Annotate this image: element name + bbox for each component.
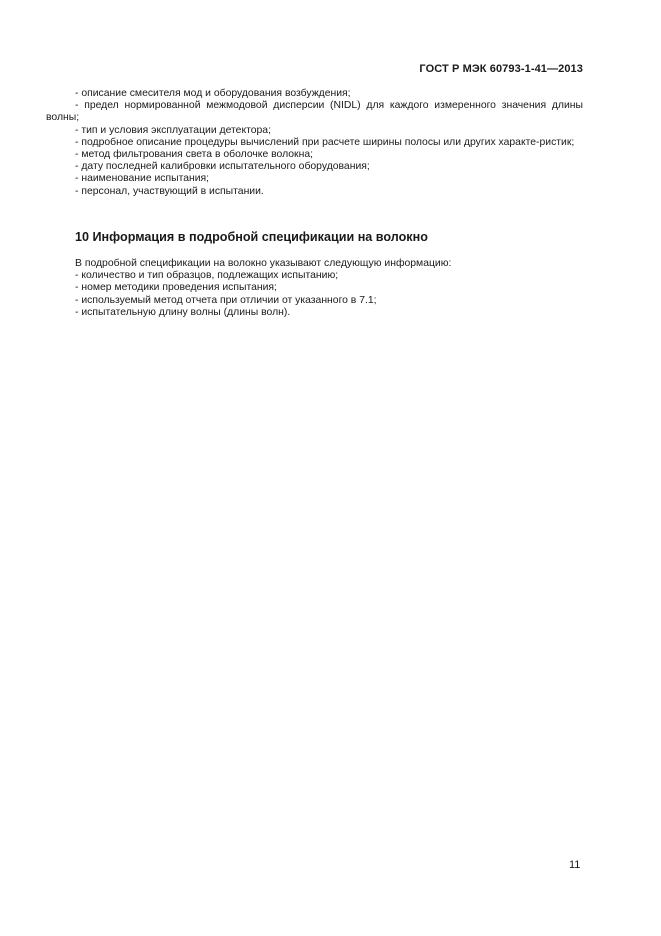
section-intro: В подробной спецификации на волокно указывают следующую информацию: — [75, 258, 452, 269]
test-report-list — [46, 88, 583, 198]
page-number: 11 — [569, 859, 581, 871]
section-heading: 10 Информация в подробной спецификации на волокно — [75, 230, 428, 244]
list-item: - предел нормированной межмодовой дисперсии (NIDL) для каждого измеренного значения длины волны; — [46, 100, 583, 124]
list-item: - количество и тип образцов, подлежащих испытанию; — [75, 270, 339, 282]
list-item: - тип и условия эксплуатации детектора; — [75, 124, 271, 136]
list-item: - дату последней калибровки испытательного оборудования; — [75, 161, 370, 173]
list-item: - испытательную длину волны (длины волн). — [75, 306, 291, 318]
list-item: - описание смесителя мод и оборудования возбуждения; — [75, 88, 351, 99]
list-item: - наименование испытания; — [75, 173, 210, 185]
list-item: - персонал, участвующий в испытании. — [75, 185, 264, 197]
list-item: - подробное описание процедуры вычислений при расчете ширины полосы или других характе-ристик; — [75, 136, 575, 148]
section-10-body — [46, 258, 583, 319]
document-header: ГОСТ Р МЭК 60793-1-41—2013 — [419, 63, 583, 75]
list-item: - используемый метод отчета при отличии от указанного в 7.1; — [75, 294, 377, 306]
list-item: - номер методики проведения испытания; — [75, 282, 277, 294]
list-item: - метод фильтрования света в оболочке волокна; — [75, 149, 313, 161]
